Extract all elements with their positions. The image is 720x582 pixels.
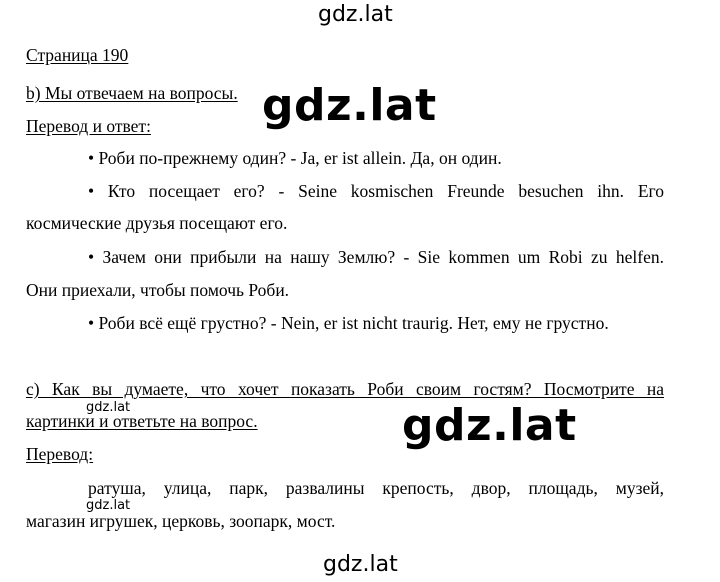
section-c-subheading: Перевод: (26, 444, 94, 464)
section-b-subheading: Перевод и ответ: (26, 116, 151, 136)
answer-item-continuation: Они приехали, чтобы помочь Роби. (26, 280, 290, 300)
answer-item: • Роби всё ещё грустно? - Nein, er ist nicht traurig. Нет, ему не грустно. (88, 313, 609, 333)
watermark-small: gdz.lat (86, 400, 131, 415)
watermark-top: gdz.lat (318, 2, 393, 27)
section-c-heading: c) Как вы думаете, что хочет показать Роби своим гостям? Посмотрите на (26, 379, 664, 399)
answer-item: • Роби по-прежнему один? - Ja, er ist allein. Да, он один. (88, 148, 502, 168)
watermark-bottom: gdz.lat (323, 552, 398, 577)
translation-text-continuation: магазин игрушек, церковь, зоопарк, мост. (26, 511, 336, 531)
answer-item: • Кто посещает его? - Seine kosmischen Freunde besuchen ihn. Его (88, 181, 664, 201)
answer-item: • Зачем они прибыли на нашу Землю? - Sie kommen um Robi zu helfen. (88, 247, 664, 267)
section-b-heading: b) Мы отвечаем на вопросы. (26, 83, 238, 103)
watermark-large: gdz.lat (262, 80, 437, 131)
section-c-heading-continuation: картинки и ответьте на вопрос. (26, 411, 258, 431)
watermark-large: gdz.lat (402, 400, 577, 451)
watermark-small: gdz.lat (86, 498, 131, 513)
translation-text: ратуша, улица, парк, развалины крепость, двор, площадь, музей, (88, 478, 664, 498)
page-label: Страница 190 (26, 45, 129, 65)
answer-item-continuation: космические друзья посещают его. (26, 213, 288, 233)
